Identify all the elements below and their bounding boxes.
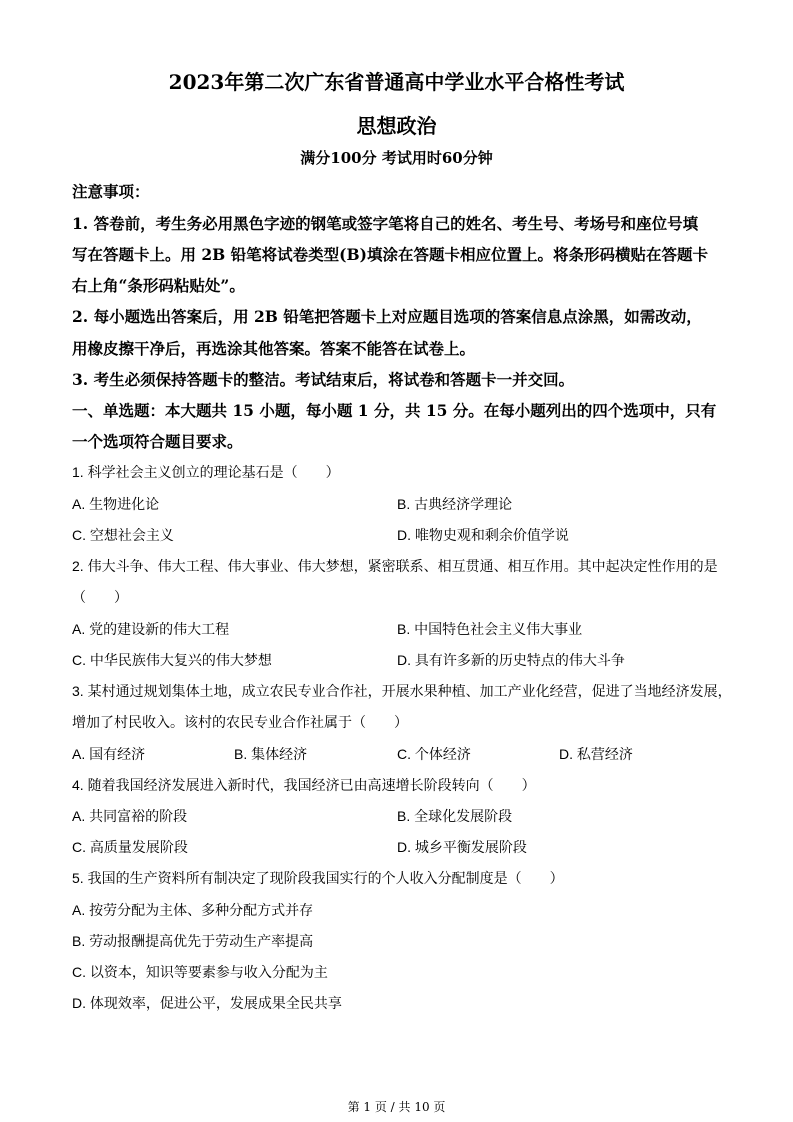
q2-option-d: D. 具有许多新的历史特点的伟大斗争 bbox=[397, 652, 625, 668]
section-heading: 一个选项符合题目要求。 bbox=[72, 432, 243, 451]
section-heading: 一、单选题：本大题共 15 小题，每小题 1 分，共 15 分。在每小题列出的四个选项中，只有 bbox=[72, 401, 717, 420]
q1-option-b: B. 古典经济学理论 bbox=[397, 496, 513, 512]
q3-option-c: C. 个体经济 bbox=[397, 746, 471, 762]
q1-option-c: C. 空想社会主义 bbox=[72, 527, 174, 543]
question-1-stem: 1. 科学社会主义创立的理论基石是（ ） bbox=[72, 464, 340, 480]
q4-option-a: A. 共同富裕的阶段 bbox=[72, 808, 188, 824]
notes-line: 1. 答卷前，考生务必用黑色字迹的钢笔或签字笔将自己的姓名、考生号、考场号和座位号填 bbox=[72, 214, 699, 233]
q1-option-a: A. 生物进化论 bbox=[72, 496, 160, 512]
q1-option-d: D. 唯物史观和剩余价值学说 bbox=[397, 527, 569, 543]
q3-option-a: A. 国有经济 bbox=[72, 746, 146, 762]
question-3-stem: 3. 某村通过规划集体土地，成立农民专业合作社，开展水果种植、加工产业化经营，促进了当地经济发展， bbox=[72, 683, 732, 699]
notes-line: 2. 每小题选出答案后，用 2B 铅笔把答题卡上对应题目选项的答案信息点涂黑，如需改动， bbox=[72, 307, 702, 326]
q3-option-b: B. 集体经济 bbox=[234, 746, 308, 762]
question-3-stem: 增加了村民收入。该村的农民专业合作社属于（ ） bbox=[72, 714, 408, 730]
q3-option-d: D. 私营经济 bbox=[559, 746, 633, 762]
notes-line: 写在答题卡上。用 2B 铅笔将试卷类型(B)填涂在答题卡相应位置上。将条形码横贴在答题卡 bbox=[72, 245, 708, 264]
q2-option-a: A. 党的建设新的伟大工程 bbox=[72, 621, 230, 637]
subject-title: 思想政治 bbox=[356, 114, 437, 138]
q5-option-b: B. 劳动报酬提高优先于劳动生产率提高 bbox=[72, 933, 314, 949]
q5-option-d: D. 体现效率，促进公平，发展成果全民共享 bbox=[72, 995, 342, 1011]
q4-option-c: C. 高质量发展阶段 bbox=[72, 839, 188, 855]
question-5-stem: 5. 我国的生产资料所有制决定了现阶段我国实行的个人收入分配制度是（ ） bbox=[72, 870, 564, 886]
q2-option-b: B. 中国特色社会主义伟大事业 bbox=[397, 621, 583, 637]
question-2-stem: （ ） bbox=[72, 589, 128, 605]
q4-option-d: D. 城乡平衡发展阶段 bbox=[397, 839, 527, 855]
question-2-stem: 2. 伟大斗争、伟大工程、伟大事业、伟大梦想，紧密联系、相互贯通、相互作用。其中起决定性作用的是 bbox=[72, 558, 718, 574]
q5-option-a: A. 按劳分配为主体、多种分配方式并存 bbox=[72, 902, 314, 918]
q4-option-b: B. 全球化发展阶段 bbox=[397, 808, 513, 824]
question-4-stem: 4. 随着我国经济发展进入新时代，我国经济已由高速增长阶段转向（ ） bbox=[72, 777, 536, 793]
q5-option-c: C. 以资本，知识等要素参与收入分配为主 bbox=[72, 964, 328, 980]
exam-info: 满分100分 考试用时60分钟 bbox=[300, 149, 493, 167]
q2-option-c: C. 中华民族伟大复兴的伟大梦想 bbox=[72, 652, 272, 668]
notes-line: 右上角“条形码粘贴处”。 bbox=[72, 276, 245, 295]
page-number: 第 1 页 / 共 10 页 bbox=[347, 1100, 446, 1114]
exam-title: 2023年第二次广东省普通高中学业水平合格性考试 bbox=[168, 70, 625, 94]
notes-line: 3. 考生必须保持答题卡的整洁。考试结束后，将试卷和答题卡一并交回。 bbox=[72, 370, 575, 389]
notes-heading: 注意事项： bbox=[72, 182, 150, 201]
notes-line: 用橡皮擦干净后，再选涂其他答案。答案不能答在试卷上。 bbox=[72, 339, 476, 358]
